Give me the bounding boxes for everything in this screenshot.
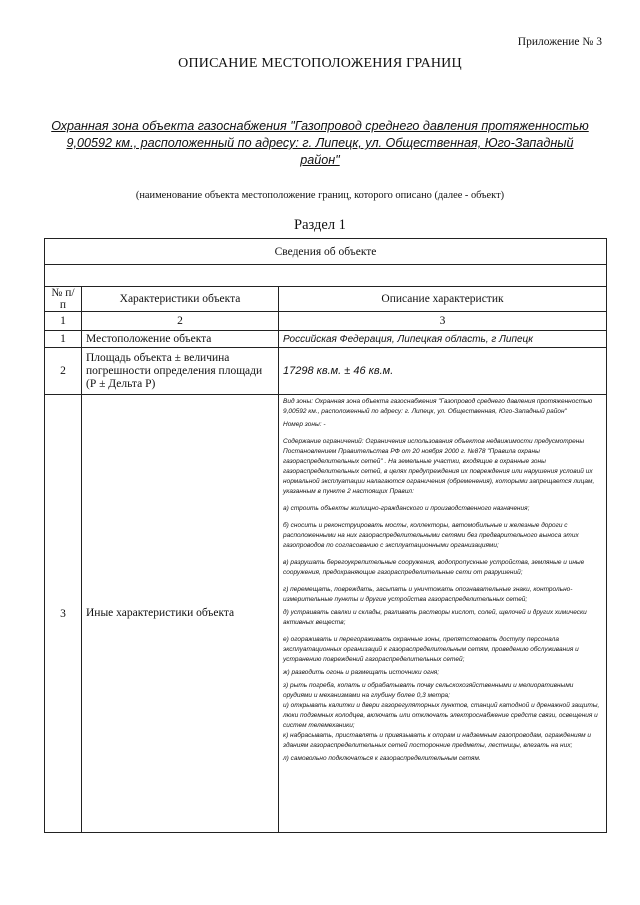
empty-cell: [45, 265, 607, 287]
row-description: Российская Федерация, Липецкая область, г Липецк: [279, 331, 607, 348]
document-title: ОПИСАНИЕ МЕСТОПОЛОЖЕНИЯ ГРАНИЦ: [178, 56, 462, 71]
detail-paragraph: з) рыть погреба, копать и обрабатывать почву сельскохозяйственными и мелиоративными орудиями и механизмами на глубину более 0,3 метра;: [283, 682, 574, 699]
empty-row: [45, 265, 607, 287]
row-characteristic: Местоположение объекта: [82, 331, 279, 348]
col-header-num: № п/п: [45, 287, 82, 312]
table-row: [45, 331, 607, 348]
detail-paragraph: Номер зоны: -: [283, 421, 326, 428]
object-name-line-1: Охранная зона объекта газоснабжения "Газопровод среднего давления протяженностью: [51, 119, 589, 133]
object-name: [50, 118, 590, 169]
detail-paragraph: л) самовольно подключаться к газораспределительным сетям.: [283, 755, 481, 762]
section-header-row: [45, 239, 607, 265]
col-number-1: 1: [45, 312, 82, 331]
detail-paragraph: а) строить объекты жилищно-гражданского и производственного назначения;: [283, 505, 530, 512]
column-header-row: [45, 287, 607, 312]
detail-paragraph: Вид зоны: Охранная зона объекта газоснабжения "Газопровод среднего давления протяженностью 9,00592 км., расположенный по адресу: г. Липецк, ул. Общественная, Юго-Западный район": [283, 398, 593, 415]
object-info-table: [44, 238, 607, 833]
detail-paragraph: и) открывать калитки и двери газорегуляторных пунктов, станций катодной и дренажной защиты, люки подземных колодцев, включать или отключать электроснабжение средств связи, освещения и систем телемеханики;: [283, 702, 600, 729]
row-description: 17298 кв.м. ± 46 кв.м.: [279, 348, 607, 395]
col-header-description: Описание характеристик: [279, 287, 607, 312]
detail-paragraph: д) устраивать свалки и склады, разливать растворы кислот, солей, щелочей и других химически активных веществ;: [283, 609, 587, 626]
section-title: Раздел 1: [294, 217, 346, 233]
section-header-cell: Сведения об объекте: [45, 239, 607, 265]
object-name-line-2: 9,00592 км., расположенный по адресу: г. Липецк, ул. Общественная, Юго-Западный район": [66, 136, 574, 167]
row-number: 1: [45, 331, 82, 348]
detail-paragraph: к) набрасывать, приставлять и привязывать к опорам и надземным газопроводам, ограждениям и зданиям газораспределительных сетей посторонние предметы, лестницы, влезать на них;: [283, 732, 592, 749]
col-number-3: 3: [279, 312, 607, 331]
detail-paragraph: ж) разводить огонь и размещать источники огня;: [283, 669, 440, 676]
table-row: [45, 348, 607, 395]
row-characteristic: Иные характеристики объекта: [82, 395, 279, 833]
column-number-row: [45, 312, 607, 331]
row-number: 2: [45, 348, 82, 395]
col-number-2: 2: [82, 312, 279, 331]
object-caption: (наименование объекта местоположение границ, которого описано (далее - объект): [135, 190, 505, 201]
detail-paragraph: г) перемещать, повреждать, засыпать и уничтожать опознавательные знаки, контрольно-измерительные пункты и другие устройства газораспределительных сетей;: [283, 586, 573, 603]
col-header-characteristic: Характеристики объекта: [82, 287, 279, 312]
detail-paragraph: Содержание ограничений: Ограничения использования объектов недвижимости предусмотрены Постановлением Правительства РФ от 20 ноября 2000 г. №878 "Правила охраны газораспределительных сетей" . На земельные участки, входящие в охранные зоны газораспределительных сетей, в целях предупреждения их повреждения или нарушения условий их нормальной эксплуатации налагаются ограничения (обременения), которыми запрещается лицам, указанным в пункте 2 настоящих Правил:: [283, 438, 595, 495]
detail-paragraph: е) огораживать и перегораживать охранные зоны, препятствовать доступу персонала эксплуатационных организаций к газораспределительным сетям, проведению обслуживания и устранению повреждений газораспределительных сетей;: [283, 636, 579, 663]
row-characteristic: Площадь объекта ± величина погрешности определения площади (Р ± Дельта Р): [82, 348, 279, 395]
row-number: 3: [45, 395, 82, 833]
detail-paragraph: в) разрушать берегоукрепительные сооружения, водопропускные устройства, земляные и иные сооружения, предохраняющие газораспределительные сети от разрушений;: [283, 559, 585, 576]
table-row: [45, 395, 607, 833]
appendix-label: Приложение № 3: [517, 36, 602, 48]
row-details: [279, 395, 607, 833]
detail-paragraph: б) сносить и реконструировать мосты, коллекторы, автомобильные и железные дороги с расположенными на них газораспределительными сетями без предварительного выноса этих газопроводов по согласованию с эксплуатационными организациями;: [283, 522, 579, 549]
